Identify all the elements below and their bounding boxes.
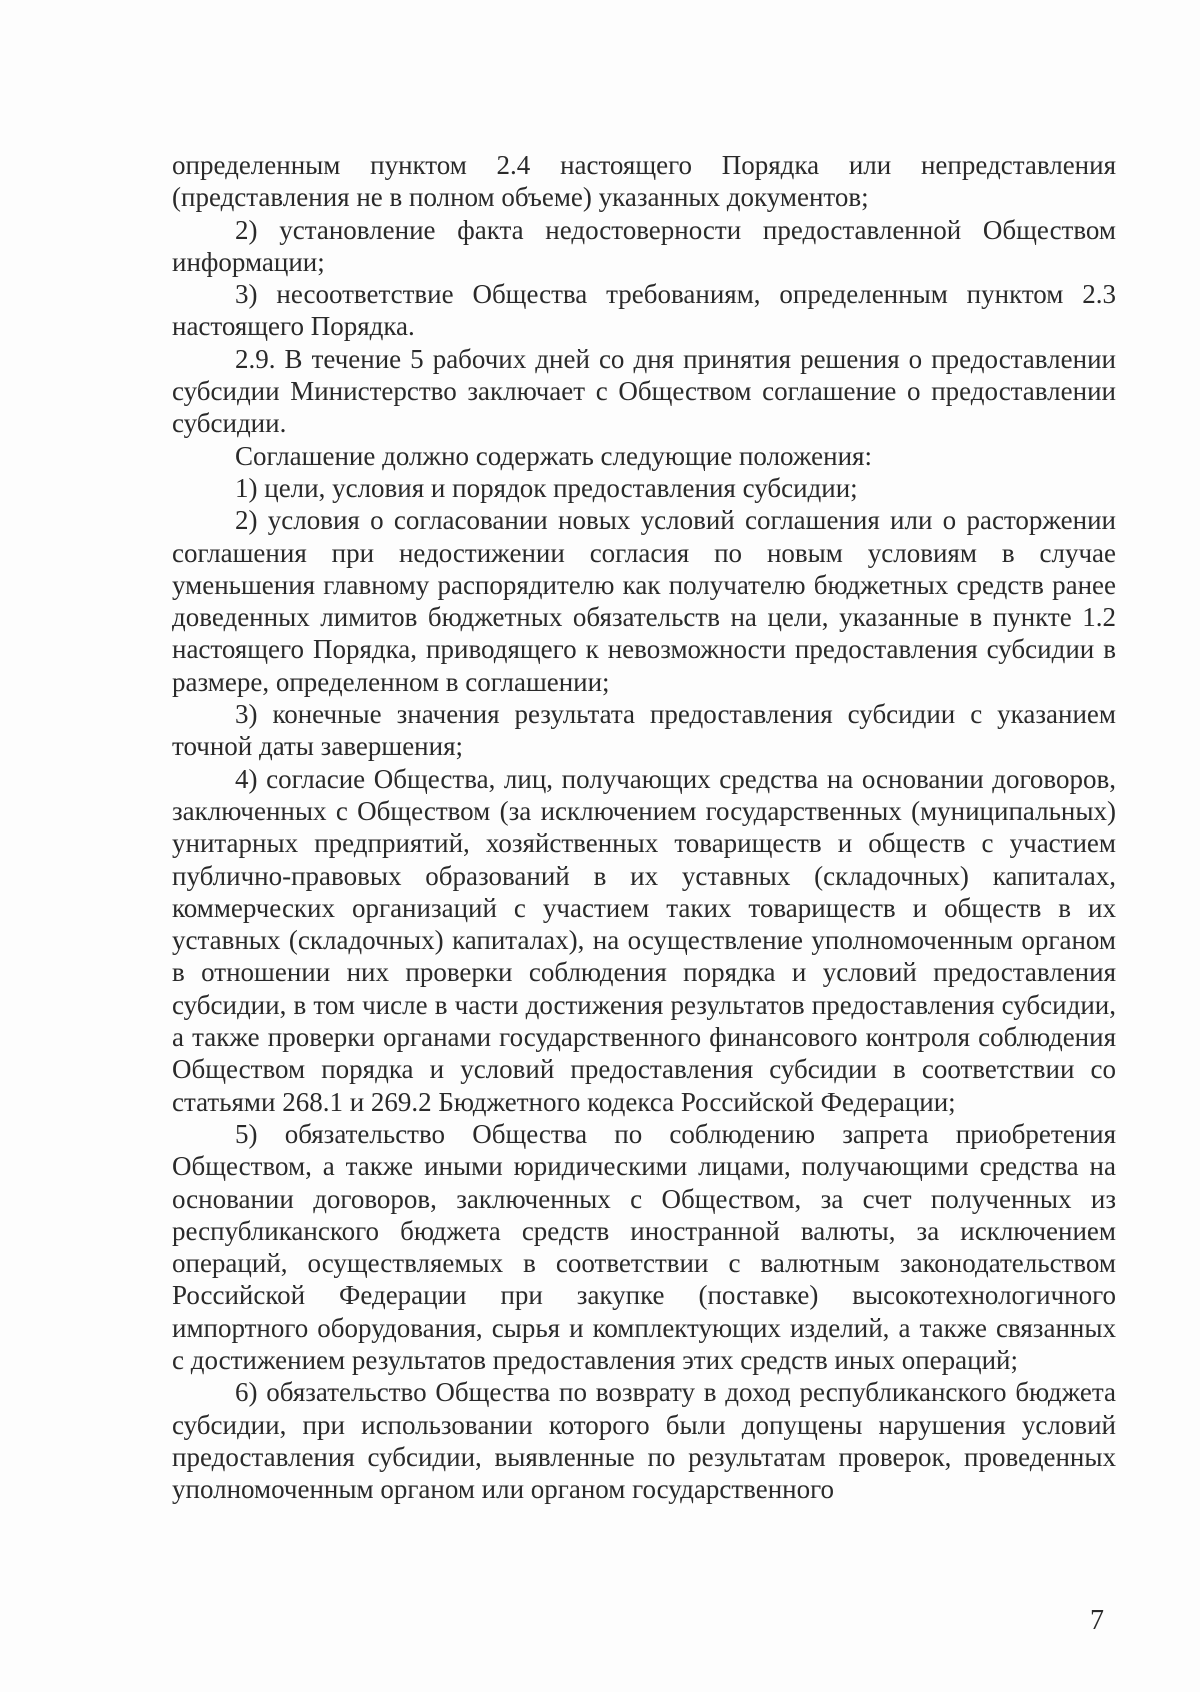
paragraph-continuation: определенным пунктом 2.4 настоящего Порядка или непредставления (представления не в полном объеме) указанных документов; <box>172 150 1116 213</box>
list-item-3: 3) несоответствие Общества требованиям, определенным пунктом 2.3 настоящего Порядка. <box>172 279 1116 342</box>
section-2-9: 2.9. В течение 5 рабочих дней со дня принятия решения о предоставлении субсидии Министерство заключает с Обществом соглашение о предоставлении субсидии. <box>172 343 1116 439</box>
list-item-2: 2) установление факта недостоверности предоставленной Обществом информации; <box>172 214 1116 277</box>
document-body <box>172 149 1116 1505</box>
agreement-item-1: 1) цели, условия и порядок предоставления субсидии; <box>235 472 858 503</box>
agreement-item-5: 5) обязательство Общества по соблюдению запрета приобретения Обществом, а также иными юридическими лицами, получающими средства на основании договоров, заключенных с Обществом, за счет полученных из республиканского бюджета средств иностранной валюты, за исключением операций, осуществляемых в соответствии с валютным законодательством Российской Федерации при закупке (поставке) высокотехнологичного импортного оборудования, сырья и комплектующих изделий, а также связанных с достижением результатов предоставления этих средств иных операций; <box>172 1118 1116 1375</box>
agreement-item-6: 6) обязательство Общества по возврату в доход республиканского бюджета субсидии, при использовании которого были допущены нарушения условий предоставления субсидии, выявленные по результатам проверок, проведенных уполномоченным органом или органом государственного <box>172 1377 1116 1505</box>
agreement-item-4: 4) согласие Общества, лиц, получающих средства на основании договоров, заключенных с Обществом (за исключением государственных (муниципальных) унитарных предприятий, хозяйственных товариществ и обществ с участием публично-правовых образований в их уставных (складочных) капиталах, коммерческих организаций с участием таких товариществ и обществ в их уставных (складочных) капиталах), на осуществление уполномоченным органом в отношении них проверки соблюдения порядка и условий предоставления субсидии, в том числе в части достижения результатов предоставления субсидии, а также проверки органами государственного финансового контроля соблюдения Обществом порядка и условий предоставления субсидии в соответствии со статьями 268.1 и 269.2 Бюджетного кодекса Российской Федерации; <box>172 763 1116 1117</box>
page-number: 7 <box>1090 1605 1104 1636</box>
agreement-item-2: 2) условия о согласовании новых условий соглашения или о расторжении соглашения при недостижении согласия по новым условиям в случае уменьшения главному распорядителю как получателю бюджетных средств ранее доведенных лимитов бюджетных обязательств на цели, указанные в пункте 1.2 настоящего Порядка, приводящего к невозможности предоставления субсидии в размере, определенном в соглашении; <box>172 505 1116 697</box>
agreement-item-3: 3) конечные значения результата предоставления субсидии с указанием точной даты завершения; <box>172 699 1116 762</box>
agreement-intro: Соглашение должно содержать следующие положения: <box>235 440 872 471</box>
